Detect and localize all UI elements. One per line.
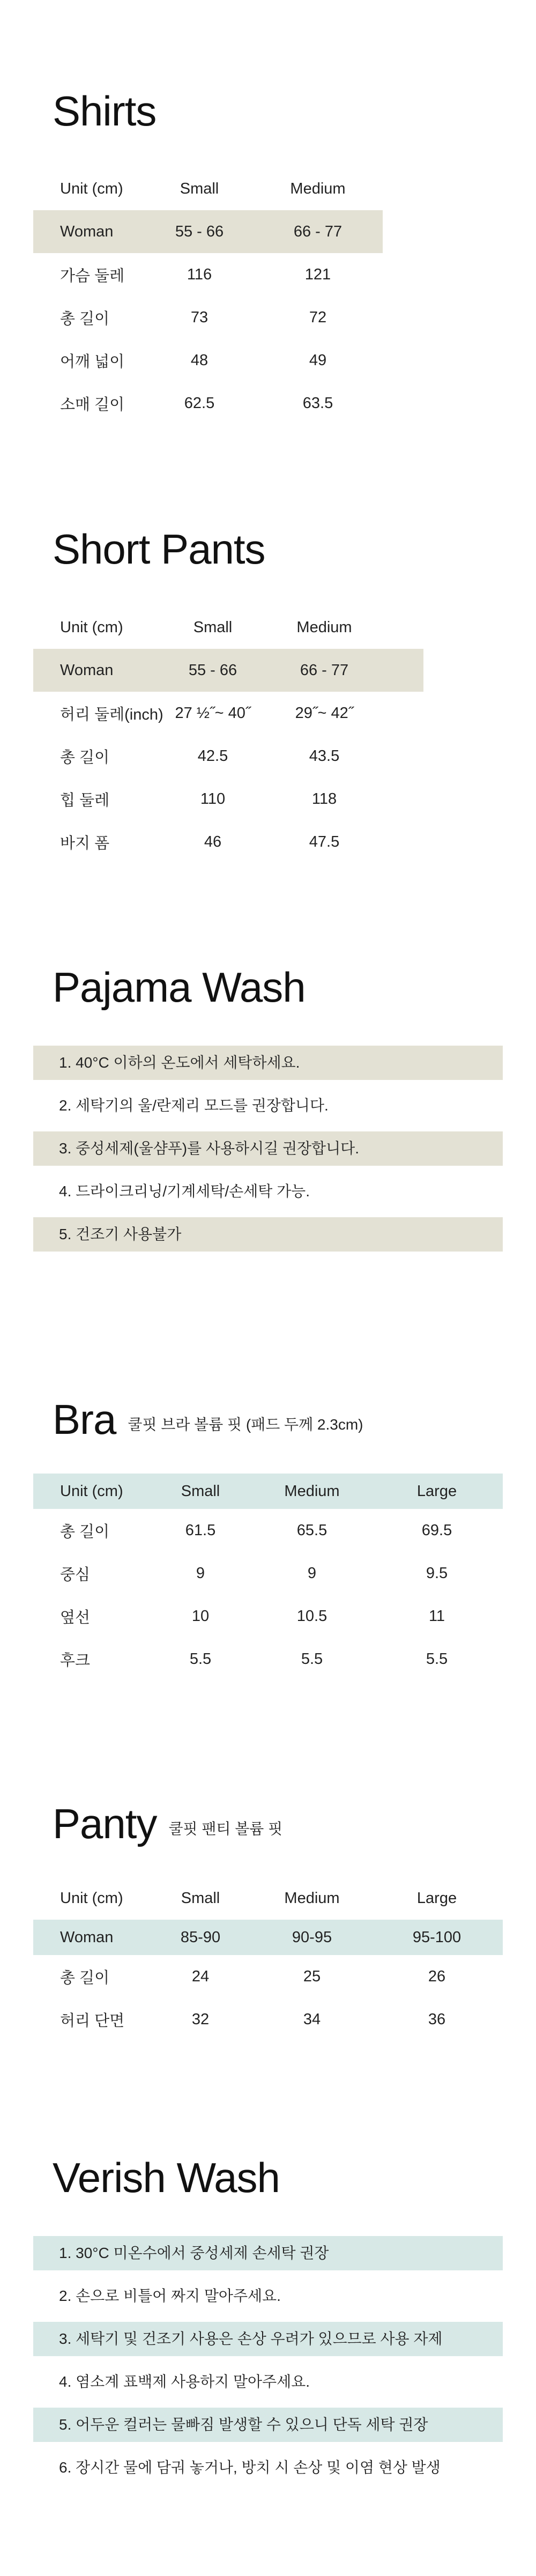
row-label: 총 길이 [60,310,110,328]
panty-size-table [33,1877,503,2041]
table-row [33,339,383,382]
header-large: Large [416,1889,457,1907]
cell-medium: 63.5 [302,394,333,412]
cell-medium: 118 [311,790,337,808]
row-label: 가슴 둘레 [60,267,125,285]
cell-medium: 10.5 [296,1607,327,1625]
table-row [33,253,383,296]
cell-small: 110 [200,790,226,808]
row-label: 바지 폼 [60,834,110,852]
cell-large: 11 [428,1607,445,1625]
header-unit: Unit (cm) [60,180,123,197]
wash-instruction-item: 1. 40°C 이하의 온도에서 세탁하세요. [33,1046,503,1080]
panty-subtitle: 쿨핏 팬티 볼륨 핏 [168,1820,283,1837]
row-label: 총 길이 [60,749,110,766]
cell-small: 32 [191,2010,210,2028]
cell-small: 73 [190,308,209,326]
spacer-cell [390,649,423,692]
cell-large: 95-100 [371,1920,503,1955]
header-small: Small [148,1474,253,1509]
table-row [33,649,423,692]
wash-instruction-item: 5. 건조기 사용불가 [33,1217,503,1252]
table-row [33,1509,503,1552]
cell-medium: 47.5 [309,833,340,850]
cell-large: 69.5 [421,1521,452,1539]
cell-small: 42.5 [197,747,228,765]
cell-small: 48 [190,351,209,369]
cell-medium: 43.5 [309,747,340,765]
table-row [33,735,423,778]
table-row [33,1920,503,1955]
table-header-row [33,167,383,210]
table-row [33,1595,503,1638]
table-header-row [33,606,423,649]
panty-title-text: Panty [53,1800,157,1847]
table-row [33,296,383,339]
cell-small: 62.5 [184,394,215,412]
cell-small: 85-90 [148,1920,253,1955]
spacer-cell [390,692,423,735]
header-unit: Unit (cm) [33,1474,148,1509]
cell-large: 26 [428,1967,446,1985]
table-row [33,820,423,863]
cell-small: 116 [187,265,212,283]
row-label: 허리 둘레(inch) [60,706,163,723]
header-unit: Unit (cm) [60,1889,123,1907]
header-small: Small [180,180,219,197]
row-label: 후크 [60,1652,91,1669]
header-small: Small [181,1889,220,1907]
spacer-cell [390,778,423,820]
row-label: Woman [33,649,167,692]
shirts-size-table [33,167,383,425]
cell-small: 10 [191,1607,210,1625]
cell-small: 24 [191,1967,210,1985]
spacer-cell [390,820,423,863]
cell-small: 5.5 [189,1650,212,1668]
bra-title [53,1396,363,1443]
wash-instruction-item: 5. 어두운 컬러는 물빠짐 발생할 수 있으니 단독 세탁 권장 [33,2408,503,2442]
table-row [33,1955,503,1998]
row-label: 어깨 넓이 [60,353,125,371]
shirts-title: Shirts [53,87,157,135]
table-row [33,1638,503,1681]
cell-medium: 65.5 [296,1521,327,1539]
wash-instruction-item: 4. 드라이크리닝/기계세탁/손세탁 가능. [59,1183,310,1200]
wash-instruction-item: 2. 세탁기의 울/란제리 모드를 권장합니다. [59,1097,329,1114]
header-unit: Unit (cm) [60,618,123,636]
table-row [33,778,423,820]
cell-large: 5.5 [426,1650,448,1668]
cell-small: 61.5 [185,1521,216,1539]
wash-instruction-item: 3. 중성세제(울샴푸)를 사용하시길 권장합니다. [33,1131,503,1166]
cell-medium: 49 [309,351,327,369]
pajama-wash-title: Pajama Wash [53,964,306,1011]
cell-medium: 34 [303,2010,321,2028]
cell-medium: 66 - 77 [253,210,383,253]
cell-small: 9 [196,1564,205,1582]
header-medium: Medium [253,1474,371,1509]
bra-title-text: Bra [53,1396,116,1443]
table-row [33,1998,503,2041]
table-row [33,382,383,425]
bra-size-table [33,1474,503,1681]
wash-instruction-item: 1. 30°C 미온수에서 중성세제 손세탁 권장 [33,2236,503,2270]
table-row [33,692,423,735]
spacer-cell [390,606,423,649]
row-label: 총 길이 [60,1523,110,1541]
table-header-row [33,1877,503,1920]
short-pants-title: Short Pants [53,525,265,573]
panty-title [53,1800,283,1847]
row-label: 허리 단면 [60,2012,125,2030]
wash-instruction-item: 3. 세탁기 및 건조기 사용은 손상 우려가 있으므로 사용 자제 [33,2322,503,2356]
row-label: 소매 길이 [60,396,125,413]
row-label: 총 길이 [60,1969,110,1987]
row-label: 힙 둘레 [60,791,110,809]
verish-wash-title: Verish Wash [53,2154,280,2201]
wash-instruction-item: 4. 염소계 표백제 사용하지 말아주세요. [59,2373,310,2390]
cell-medium: 9 [307,1564,317,1582]
cell-medium: 5.5 [301,1650,323,1668]
bra-subtitle: 쿨핏 브라 볼륨 핏 (패드 두께 2.3cm) [128,1416,363,1433]
cell-small: 27 ½˝~ 40˝ [175,704,251,722]
cell-large: 36 [428,2010,446,2028]
row-label: Woman [33,210,146,253]
wash-instruction-item: 2. 손으로 비틀어 짜지 말아주세요. [59,2288,281,2304]
cell-small: 46 [204,833,222,850]
spacer-cell [390,735,423,778]
table-header-row [33,1474,503,1509]
table-row [33,210,383,253]
cell-large: 9.5 [426,1564,448,1582]
header-medium: Medium [290,180,346,197]
header-large: Large [371,1474,503,1509]
cell-medium: 72 [309,308,327,326]
header-medium: Medium [296,618,352,636]
cell-medium: 29˝~ 42˝ [295,704,354,722]
cell-medium: 121 [304,265,331,283]
cell-small: 55 - 66 [146,210,253,253]
header-small: Small [193,618,233,636]
cell-medium: 66 - 77 [258,649,390,692]
row-label: Woman [33,1920,148,1955]
row-label: 옆선 [60,1609,91,1626]
cell-small: 55 - 66 [167,649,258,692]
row-label: 중심 [60,1566,91,1583]
table-row [33,1552,503,1595]
cell-medium: 25 [303,1967,321,1985]
header-medium: Medium [284,1889,340,1907]
short-pants-size-table [33,606,423,863]
wash-instruction-item: 6. 장시간 물에 담궈 놓거나, 방치 시 손상 및 이염 현상 발생 [59,2459,441,2476]
cell-medium: 90-95 [253,1920,371,1955]
